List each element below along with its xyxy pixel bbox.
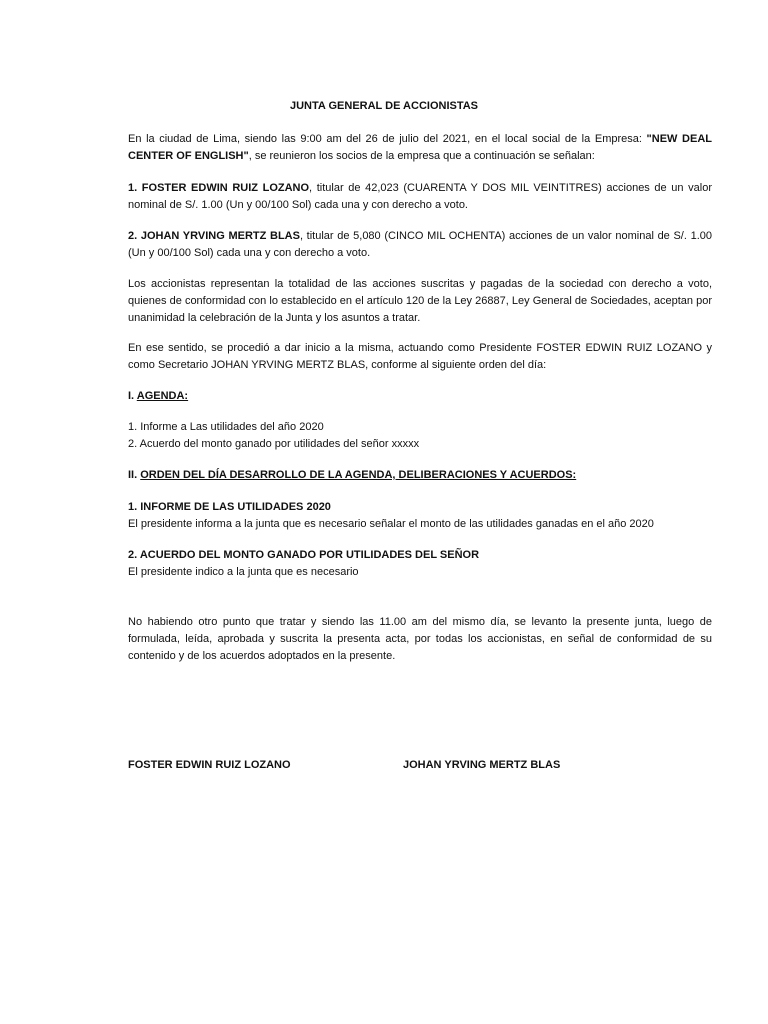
section-1-text: El presidente informa a la junta que es necesario señalar el monto de las utilidades ganadas en el año 2020	[128, 518, 654, 530]
agenda-title: AGENDA:	[136, 390, 189, 402]
document-title: JUNTA GENERAL DE ACCIONISTAS	[289, 100, 479, 112]
intro-paragraph	[128, 131, 712, 165]
order-prefix: II.	[128, 469, 141, 481]
intro-text-1: En la ciudad de Lima, siendo las 9:00 am del 26 de julio del 2021, en el local social de la Empresa:	[128, 133, 647, 145]
section-1	[128, 499, 712, 533]
partner-paragraph-2	[128, 228, 712, 262]
section-2-text: El presidente indico a la junta que es necesario	[128, 566, 359, 578]
partner-detail-2: , titular de 5,080 (CINCO MIL OCHENTA) acciones de un valor nominal de S/. 1.00 (Un y 00/100 Sol) cada una y con derecho a voto.	[128, 230, 712, 259]
section-1-heading: 1. INFORME DE LAS UTILIDADES 2020	[128, 501, 331, 513]
signature-name-1: FOSTER EDWIN RUIZ LOZANO	[128, 759, 291, 771]
company-name: "NEW DEAL CENTER OF ENGLISH"	[128, 133, 712, 162]
agenda-item: 1. Informe a Las utilidades del año 2020	[128, 421, 324, 433]
signature-name-2: JOHAN YRVING MERTZ BLAS	[403, 759, 561, 771]
order-heading	[128, 467, 712, 484]
agenda-heading	[128, 388, 712, 405]
section-2	[128, 547, 712, 581]
quorum-paragraph: Los accionistas representan la totalidad de las acciones suscritas y pagadas de la sociedad con derecho a voto, quienes de conformidad con lo establecido en el artículo 120 de la Ley 26887, Ley General de Sociedades, aceptan por unanimidad la celebración de la Junta y los asuntos a tratar.	[128, 278, 712, 324]
order-title: ORDEN DEL DÍA DESARROLLO DE LA AGENDA, DELIBERACIONES Y ACUERDOS:	[140, 469, 577, 481]
agenda-item: 2. Acuerdo del monto ganado por utilidades del señor xxxxx	[128, 438, 420, 450]
agenda-list	[128, 419, 712, 453]
closing-paragraph: No habiendo otro punto que tratar y siendo las 11.00 am del mismo día, se levanto la presente junta, luego de formulada, leída, aprobada y suscrita la presenta acta, por todas los accionistas, en señal de conformidad de su contenido y de los acuerdos adoptados en la presente.	[128, 616, 712, 662]
partner-name-2: 2. JOHAN YRVING MERTZ BLAS	[128, 230, 300, 242]
section-2-heading: 2. ACUERDO DEL MONTO GANADO POR UTILIDADES DEL SEÑOR	[128, 549, 480, 561]
partner-name-1: 1. FOSTER EDWIN RUIZ LOZANO	[128, 182, 310, 194]
partner-paragraph-1	[128, 180, 712, 214]
intro-text-2: , se reunieron los socios de la empresa que a continuación se señalan:	[248, 150, 595, 162]
officers-paragraph: En ese sentido, se procedió a dar inicio a la misma, actuando como Presidente FOSTER EDWIN RUIZ LOZANO y como Secretario JOHAN YRVING MERTZ BLAS, conforme al siguiente orden del día:	[128, 342, 712, 371]
partner-detail-1: , titular de 42,023 (CUARENTA Y DOS MIL VEINTITRES) acciones de un valor nominal de S/. 1.00 (Un y 00/100 Sol) cada una y con derecho a voto.	[128, 182, 712, 211]
agenda-prefix: I.	[128, 390, 137, 402]
